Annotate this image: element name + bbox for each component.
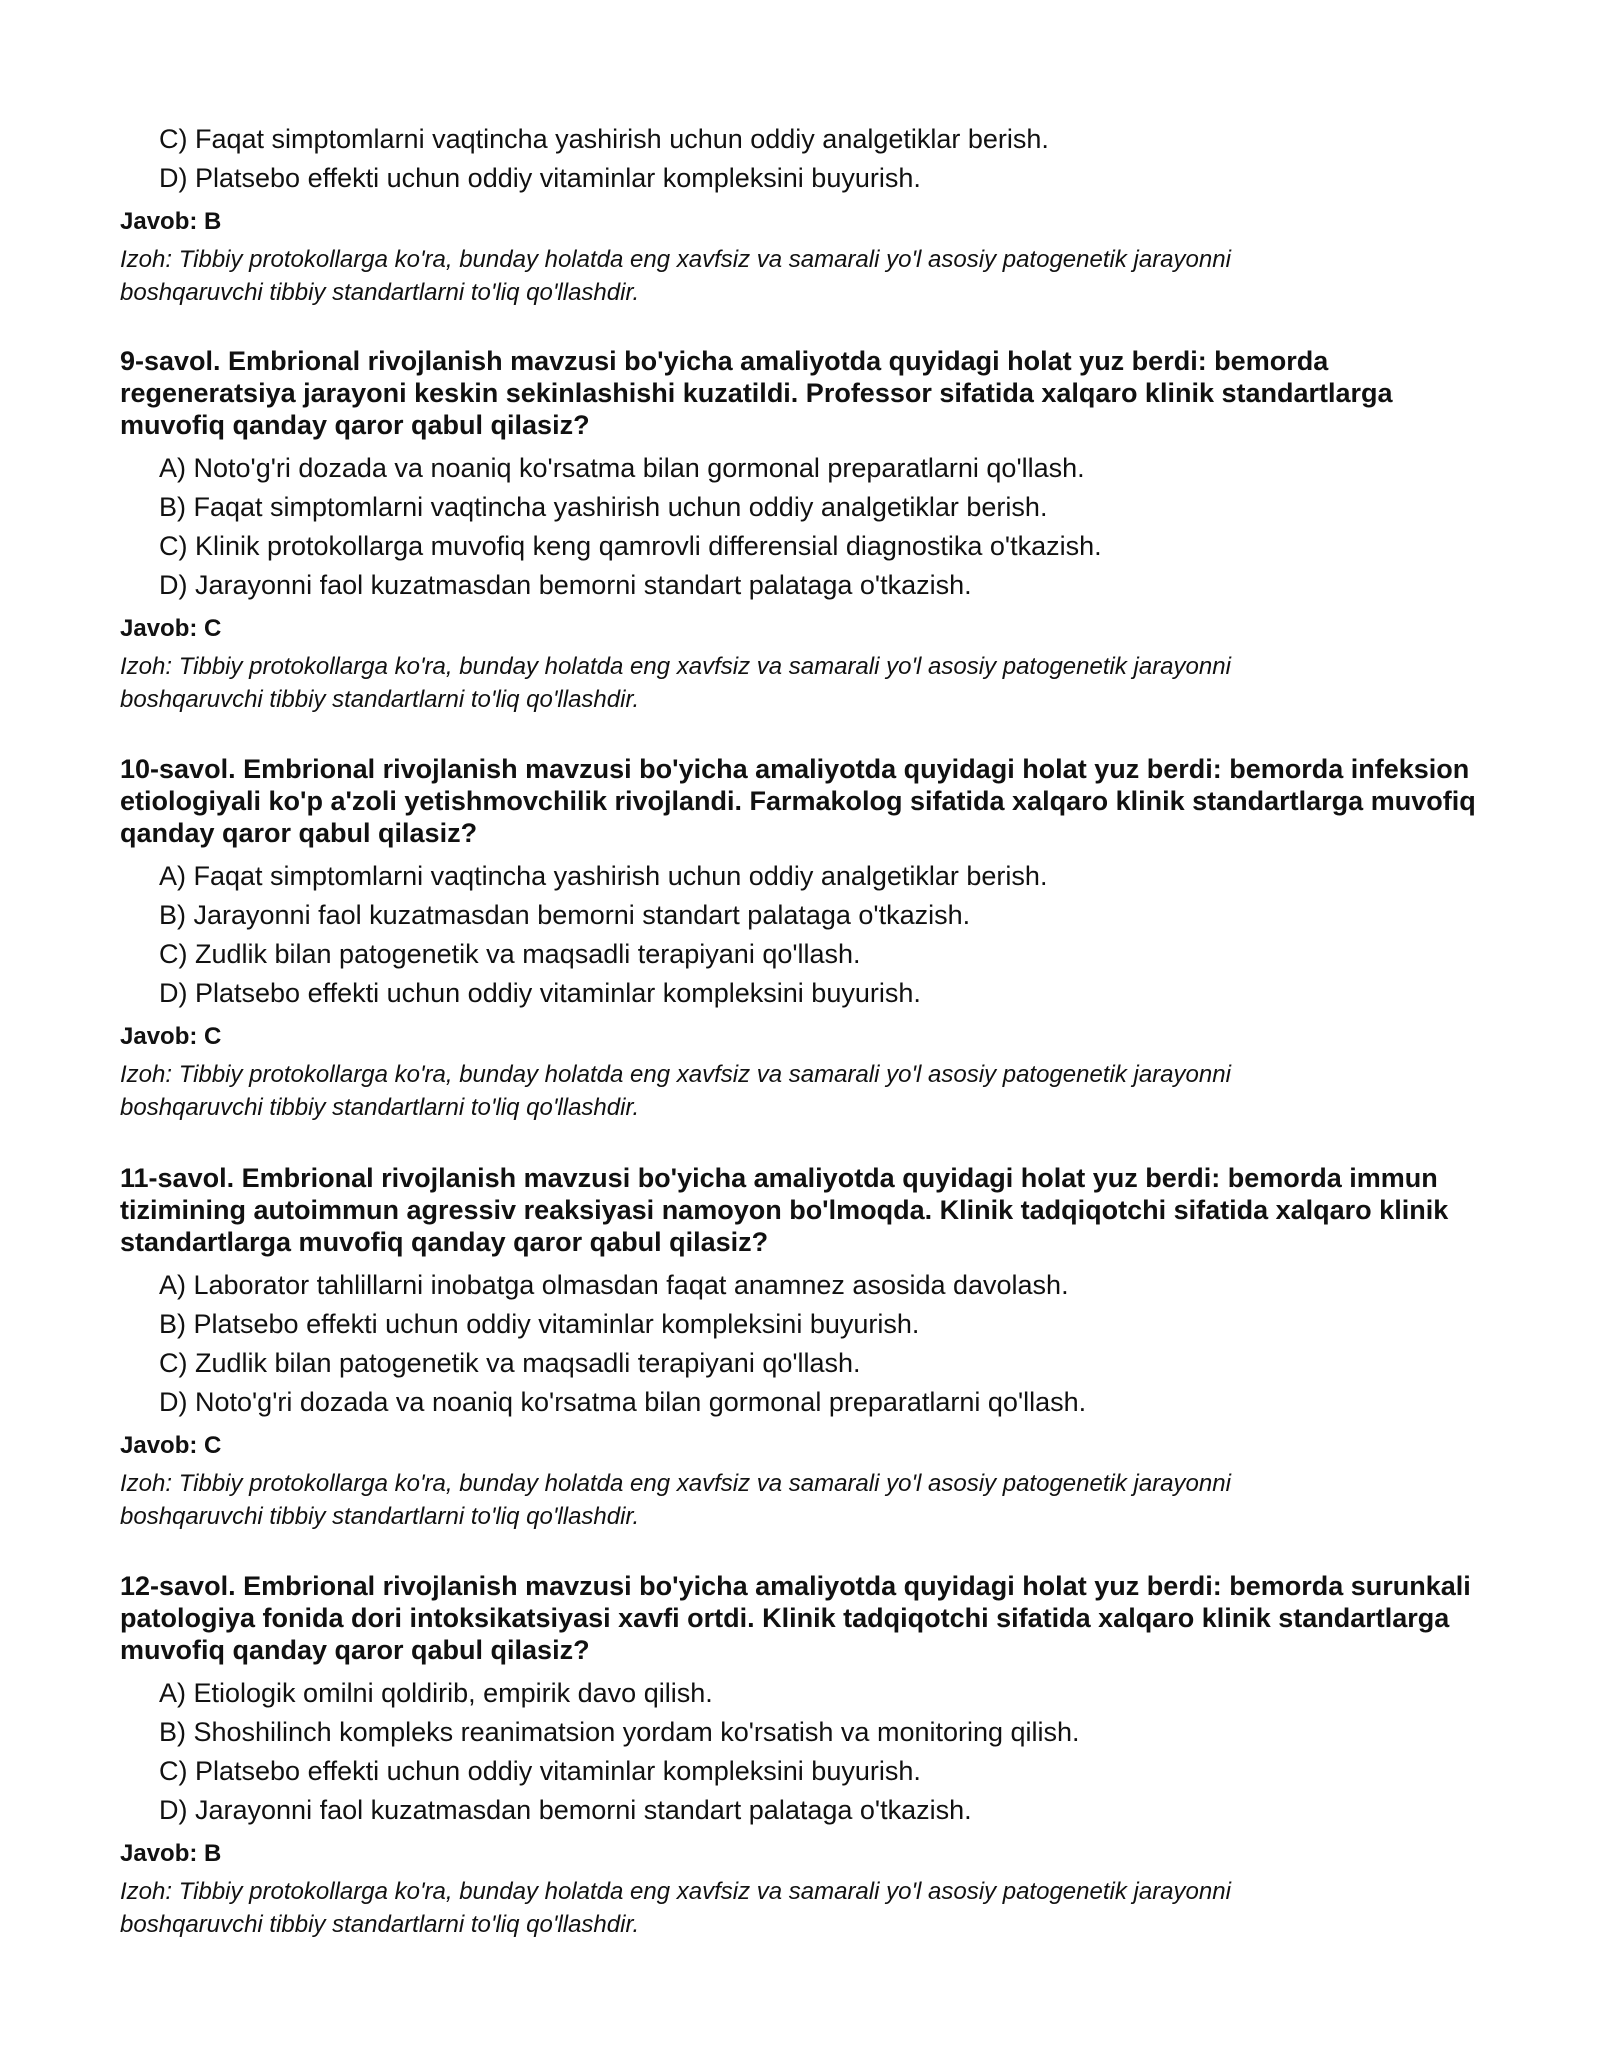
question-title: 9-savol. Embrional rivojlanish mavzusi bo'yicha amaliyotda quyidagi holat yuz berdi: bemorda regeneratsiya jarayoni keskin sekinlashishi kuzatildi. Professor sifatida xalqaro klinik standartlarga muvofiq qanday qaror qabul qilasiz? xyxy=(120,346,1393,440)
option-a: A) Noto'g'ri dozada va noaniq ko'rsatma bilan gormonal preparatlarni qo'llash. xyxy=(159,453,1085,483)
answer-label: Javob: C xyxy=(120,1023,222,1050)
option-list xyxy=(120,857,1500,1013)
option-b: B) Jarayonni faol kuzatmasdan bemorni standart palataga o'tkazish. xyxy=(159,900,971,930)
answer-label: Javob: B xyxy=(120,208,222,235)
option-c: C) Platsebo effekti uchun oddiy vitaminlar kompleksini buyurish. xyxy=(159,1756,921,1786)
question-10 xyxy=(120,753,1500,1124)
question-9 xyxy=(120,345,1500,716)
option-d: D) Noto'g'ri dozada va noaniq ko'rsatma bilan gormonal preparatlarni qo'llash. xyxy=(159,1387,1087,1417)
option-b: B) Shoshilinch kompleks reanimatsion yordam ko'rsatish va monitoring qilish. xyxy=(159,1717,1080,1747)
question-title: 10-savol. Embrional rivojlanish mavzusi bo'yicha amaliyotda quyidagi holat yuz berdi: bemorda infeksion etiologiyali ko'p a'zoli yetishmovchilik rivojlandi. Farmakolog sifatida xalqaro klinik standartlarga muvofiq qanday qaror qabul qilasiz? xyxy=(120,754,1476,848)
option-a: A) Faqat simptomlarni vaqtincha yashirish uchun oddiy analgetiklar berish. xyxy=(159,861,1048,891)
question-8-tail xyxy=(120,120,1500,309)
answer-label: Javob: C xyxy=(120,1432,222,1459)
answer-label: Javob: C xyxy=(120,615,222,642)
option-list xyxy=(120,120,1500,198)
option-c: C) Zudlik bilan patogenetik va maqsadli terapiyani qo'llash. xyxy=(159,1348,861,1378)
option-d: D) Jarayonni faol kuzatmasdan bemorni standart palataga o'tkazish. xyxy=(159,1795,972,1825)
option-a: A) Laborator tahlillarni inobatga olmasdan faqat anamnez asosida davolash. xyxy=(159,1270,1069,1300)
question-11 xyxy=(120,1162,1500,1533)
option-list xyxy=(120,1674,1500,1830)
option-b: B) Platsebo effekti uchun oddiy vitaminlar kompleksini buyurish. xyxy=(159,1309,920,1339)
explanation-note: Izoh: Tibbiy protokollarga ko'ra, bunday holatda eng xavfsiz va samarali yo'l asosiy patogenetik jarayonni boshqaruvchi tibbiy standartlarni to'liq qo'llashdir. xyxy=(120,1470,1231,1530)
explanation-note: Izoh: Tibbiy protokollarga ko'ra, bunday holatda eng xavfsiz va samarali yo'l asosiy patogenetik jarayonni boshqaruvchi tibbiy standartlarni to'liq qo'llashdir. xyxy=(120,246,1231,306)
question-12 xyxy=(120,1570,1500,1941)
explanation-note: Izoh: Tibbiy protokollarga ko'ra, bunday holatda eng xavfsiz va samarali yo'l asosiy patogenetik jarayonni boshqaruvchi tibbiy standartlarni to'liq qo'llashdir. xyxy=(120,653,1231,713)
option-d: D) Platsebo effekti uchun oddiy vitaminlar kompleksini buyurish. xyxy=(159,978,921,1008)
question-title: 12-savol. Embrional rivojlanish mavzusi bo'yicha amaliyotda quyidagi holat yuz berdi: bemorda surunkali patologiya fonida dori intoksikatsiyasi xavfi ortdi. Klinik tadqiqotchi sifatida xalqaro klinik standartlarga muvofiq qanday qaror qabul qilasiz? xyxy=(120,1571,1471,1665)
option-b: B) Faqat simptomlarni vaqtincha yashirish uchun oddiy analgetiklar berish. xyxy=(159,492,1048,522)
answer-label: Javob: B xyxy=(120,1840,222,1867)
option-c: C) Faqat simptomlarni vaqtincha yashirish uchun oddiy analgetiklar berish. xyxy=(159,124,1049,154)
option-a: A) Etiologik omilni qoldirib, empirik davo qilish. xyxy=(159,1678,713,1708)
option-c: C) Zudlik bilan patogenetik va maqsadli terapiyani qo'llash. xyxy=(159,939,861,969)
option-d: D) Jarayonni faol kuzatmasdan bemorni standart palataga o'tkazish. xyxy=(159,570,972,600)
option-list xyxy=(120,1266,1500,1422)
option-list xyxy=(120,449,1500,605)
option-c: C) Klinik protokollarga muvofiq keng qamrovli differensial diagnostika o'tkazish. xyxy=(159,531,1102,561)
question-title: 11-savol. Embrional rivojlanish mavzusi bo'yicha amaliyotda quyidagi holat yuz berdi: bemorda immun tizimining autoimmun agressiv reaksiyasi namoyon bo'lmoqda. Klinik tadqiqotchi sifatida xalqaro klinik standartlarga muvofiq qanday qaror qabul qilasiz? xyxy=(120,1163,1449,1257)
explanation-note: Izoh: Tibbiy protokollarga ko'ra, bunday holatda eng xavfsiz va samarali yo'l asosiy patogenetik jarayonni boshqaruvchi tibbiy standartlarni to'liq qo'llashdir. xyxy=(120,1061,1231,1121)
option-d: D) Platsebo effekti uchun oddiy vitaminlar kompleksini buyurish. xyxy=(159,163,921,193)
explanation-note: Izoh: Tibbiy protokollarga ko'ra, bunday holatda eng xavfsiz va samarali yo'l asosiy patogenetik jarayonni boshqaruvchi tibbiy standartlarni to'liq qo'llashdir. xyxy=(120,1878,1231,1938)
